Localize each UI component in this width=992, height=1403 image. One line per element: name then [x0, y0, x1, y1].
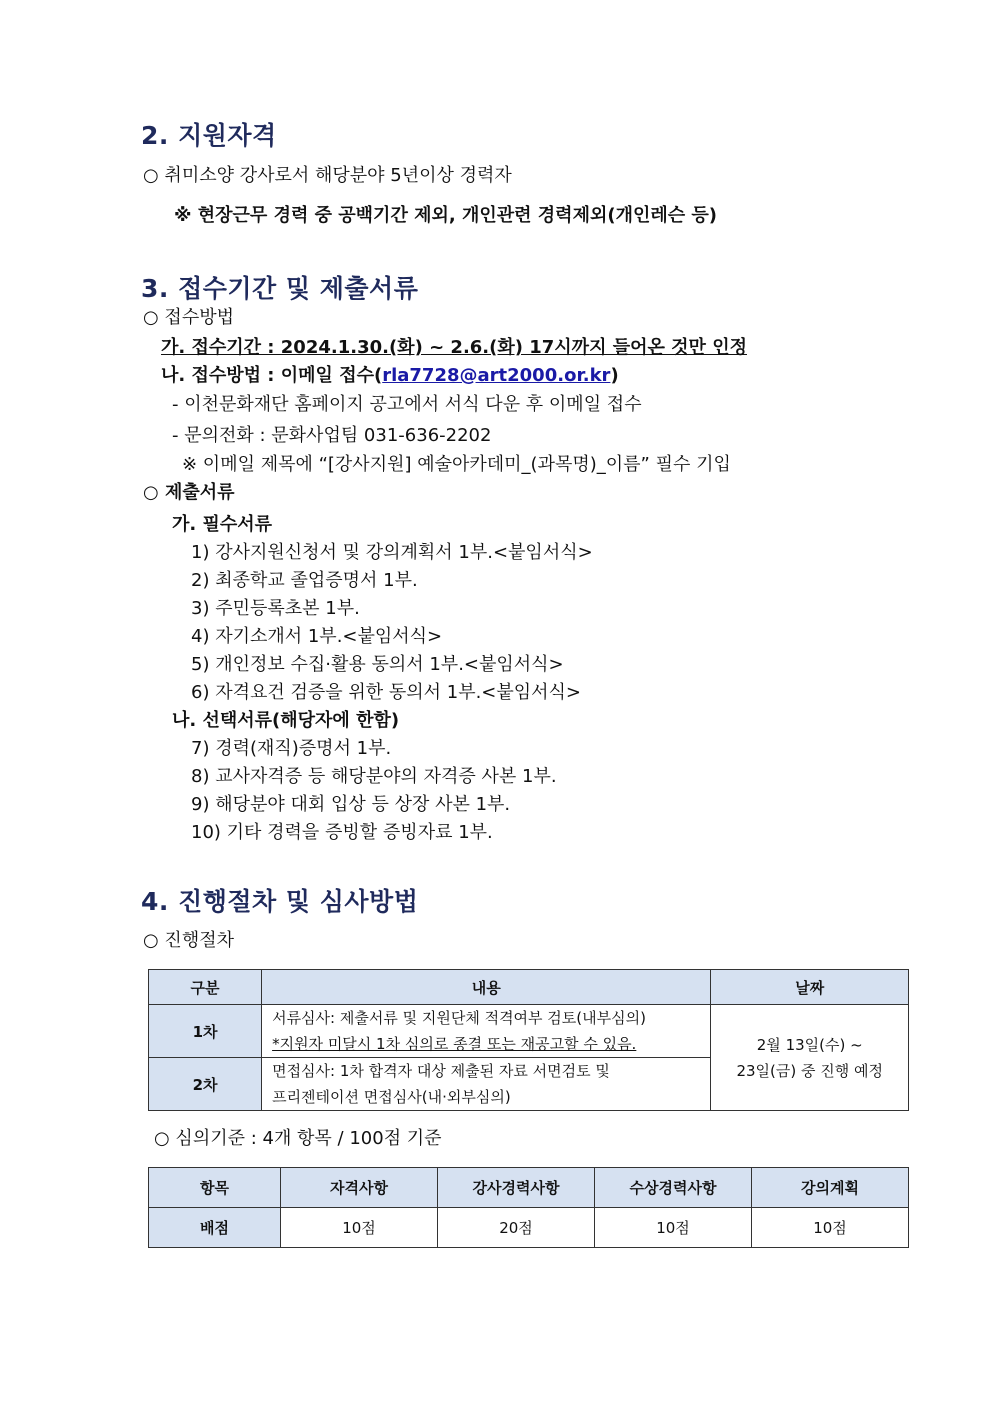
required-doc-item: 5) 개인정보 수집·활용 동의서 1부.<붙임서식> [191, 654, 564, 675]
col-header: 구분 [149, 970, 262, 1005]
table-header-row [149, 1168, 909, 1208]
optional-doc-item: 7) 경력(재직)증명서 1부. [191, 738, 392, 759]
col-header: 날짜 [711, 970, 909, 1005]
stage-label: 1차 [149, 1005, 262, 1058]
application-period: 가. 접수기간 : 2024.1.30.(화) ~ 2.6.(화) 17시까지 들어온 것만 인정 [161, 337, 747, 358]
required-doc-item: 2) 최종학교 졸업증명서 1부. [191, 570, 418, 591]
schedule-line: 2월 13일(수) ~ [756, 1035, 863, 1054]
stage-content [262, 1005, 711, 1058]
email-title-note: ※ 이메일 제목에 “[강사지원] 예술아카데미_(과목명)_이름” 필수 기입 [182, 454, 731, 475]
section-2-title: 2. 지원자격 [141, 121, 277, 150]
optional-docs-heading: 나. 선택서류(해당자에 한함) [172, 710, 400, 731]
stage-label: 2차 [149, 1058, 262, 1111]
method-suffix: ) [610, 365, 619, 386]
method-dash-1: - 이천문화재단 홈페이지 공고에서 서식 다운 후 이메일 접수 [172, 394, 642, 415]
stage-content-line: 서류심사: 제출서류 및 지원단체 적격여부 검토(내부심의) [272, 1009, 646, 1027]
method-heading: ○ 접수방법 [143, 307, 234, 328]
required-docs-heading: 가. 필수서류 [172, 514, 273, 535]
email-link[interactable]: rla7728@art2000.or.kr [382, 365, 611, 386]
score-table [148, 1167, 909, 1248]
table-header-row [149, 970, 909, 1005]
procedure-heading: ○ 진행절차 [143, 930, 234, 951]
section-3-title: 3. 접수기간 및 제출서류 [141, 274, 419, 303]
required-doc-item: 3) 주민등록초본 1부. [191, 598, 360, 619]
method-prefix: 나. 접수방법 : 이메일 접수( [161, 365, 383, 386]
required-doc-item: 1) 강사지원신청서 및 강의계획서 1부.<붙임서식> [191, 542, 593, 563]
application-method [161, 364, 619, 388]
score-cell: 20점 [438, 1208, 595, 1248]
method-dash-2: - 문의전화 : 문화사업팀 031-636-2202 [172, 425, 492, 446]
score-row-label: 배점 [149, 1208, 281, 1248]
required-doc-item: 6) 자격요건 검증을 위한 동의서 1부.<붙임서식> [191, 682, 582, 703]
score-cell: 10점 [595, 1208, 752, 1248]
col-header: 수상경력사항 [595, 1168, 752, 1208]
table-row [149, 1005, 909, 1058]
col-header: 강사경력사항 [438, 1168, 595, 1208]
table-row [149, 1208, 909, 1248]
qualification-item: ○ 취미소양 강사로서 해당분야 5년이상 경력자 [143, 165, 512, 186]
col-header: 자격사항 [281, 1168, 438, 1208]
stage-content-line: 프리젠테이션 면접심사(내·외부심의) [272, 1088, 511, 1106]
section-4-title: 4. 진행절차 및 심사방법 [141, 887, 419, 916]
criteria-heading: ○ 심의기준 : 4개 항목 / 100점 기준 [154, 1128, 442, 1149]
score-cell: 10점 [752, 1208, 909, 1248]
documents-heading: ○ 제출서류 [143, 482, 235, 503]
optional-doc-item: 10) 기타 경력을 증빙할 증빙자료 1부. [191, 822, 493, 843]
qualification-note: ※ 현장근무 경력 중 공백기간 제외, 개인관련 경력제외(개인레슨 등) [174, 205, 718, 226]
optional-doc-item: 8) 교사자격증 등 해당분야의 자격증 사본 1부. [191, 766, 557, 787]
stage-content-line: 면접심사: 1차 합격자 대상 제출된 자료 서면검토 및 [272, 1062, 610, 1080]
stage-content-line: *지원자 미달시 1차 심의로 종결 또는 재공고할 수 있음. [272, 1035, 637, 1053]
score-cell: 10점 [281, 1208, 438, 1248]
required-doc-item: 4) 자기소개서 1부.<붙임서식> [191, 626, 443, 647]
procedure-table [148, 969, 909, 1111]
schedule-line: 23일(금) 중 진행 예정 [736, 1061, 883, 1080]
optional-doc-item: 9) 해당분야 대회 입상 등 상장 사본 1부. [191, 794, 511, 815]
col-header: 내용 [262, 970, 711, 1005]
col-header: 항목 [149, 1168, 281, 1208]
schedule-cell [711, 1005, 909, 1111]
col-header: 강의계획 [752, 1168, 909, 1208]
stage-content [262, 1058, 711, 1111]
